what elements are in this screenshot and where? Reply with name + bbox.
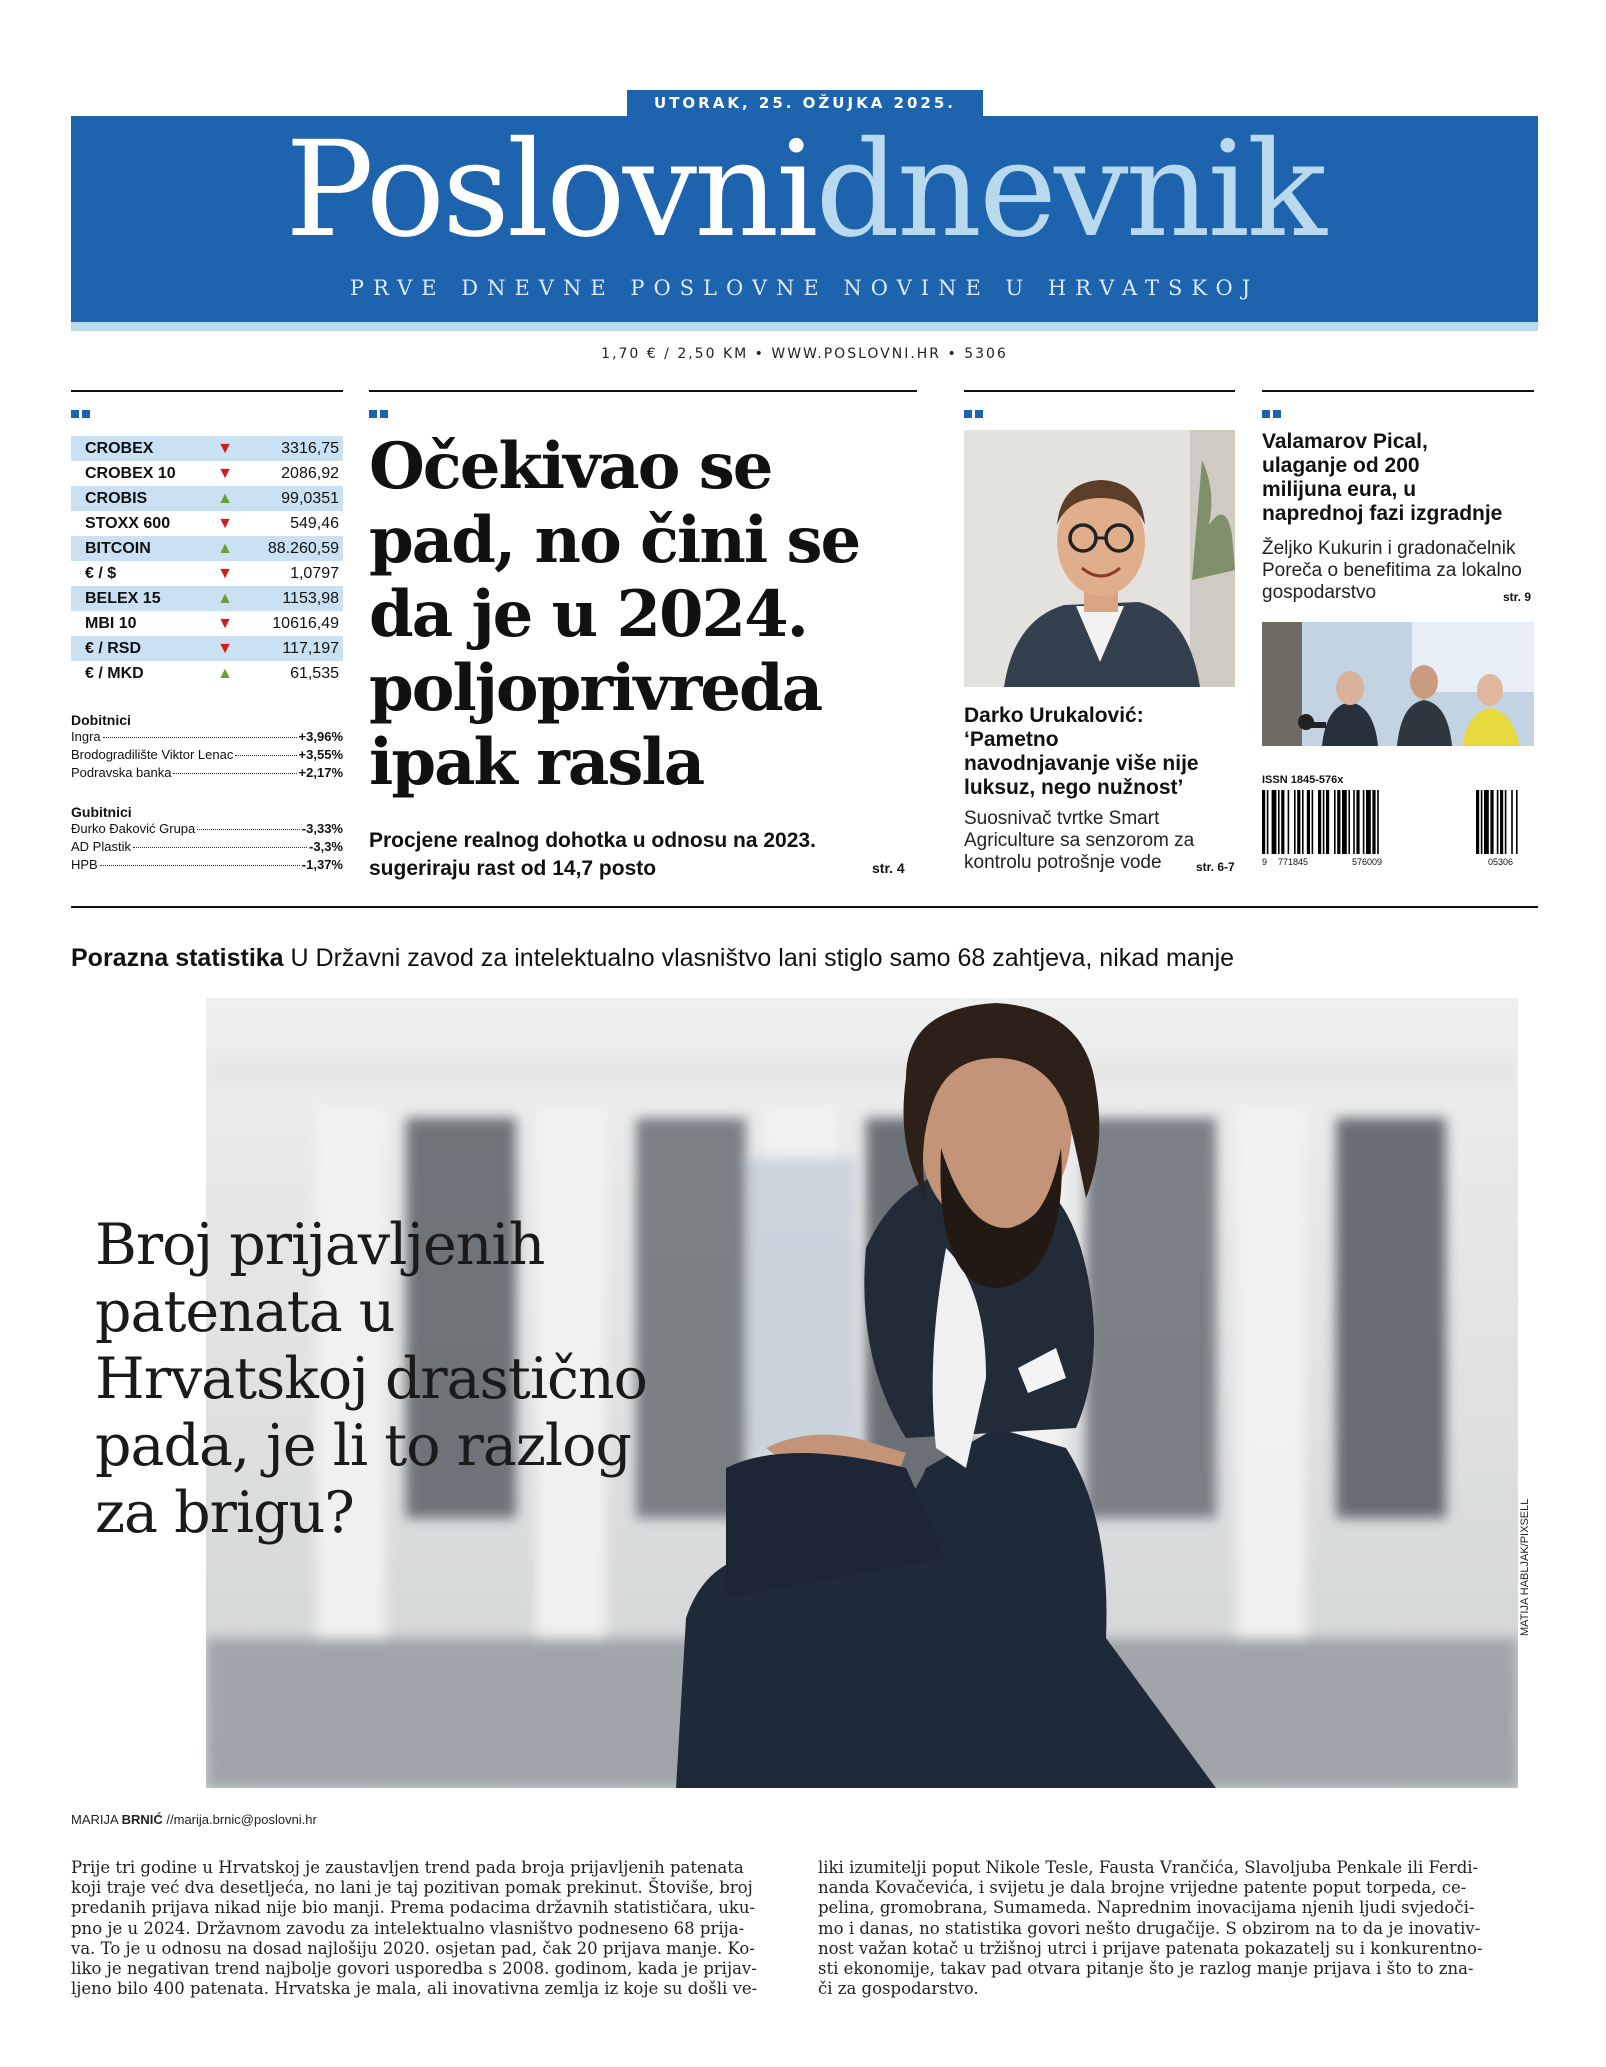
market-row <box>71 586 343 611</box>
arrow-down-icon: ▼ <box>217 464 233 482</box>
market-name: BITCOIN <box>85 539 151 557</box>
body-line: ljeno bilo 400 patenata. Hrvatska je mala, ali inovativna zemlja iz koje su došli ve- <box>71 1979 758 1999</box>
company-name: Ingra <box>71 729 101 744</box>
byline <box>71 1812 317 1827</box>
section-marker-markets <box>71 410 90 418</box>
press-conference-illustration <box>1262 622 1534 746</box>
dot-leader <box>133 847 307 848</box>
sidebar-summary-line: Poreča o benefitima za lokalno <box>1262 560 1522 581</box>
portrait-photo <box>964 430 1235 687</box>
feature-headline-line: ‘Pametno <box>964 728 1059 751</box>
arrow-up-icon: ▲ <box>217 489 233 507</box>
body-line: Prije tri godine u Hrvatskoj je zaustavljen trend pada broja prijavljenih patenata <box>71 1858 744 1877</box>
change-value: +3,55% <box>298 747 343 762</box>
feature-headline[interactable] <box>964 704 1235 800</box>
sidebar-summary-line: gospodarstvo <box>1262 582 1377 603</box>
market-name: CROBEX <box>85 439 154 457</box>
market-value: 88.260,59 <box>267 539 339 557</box>
lead-subheadline-line: Procjene realnog dohotka u odnosu na 2023. <box>369 829 816 852</box>
market-value: 99,0351 <box>281 489 339 507</box>
sidebar-headline-line: Valamarov Pical, <box>1262 430 1428 453</box>
patent-headline[interactable] <box>95 1212 795 1547</box>
body-line: pno je u 2024. Državnom zavodu za intelektualno vlasništvo podneseno 68 prija- <box>71 1918 745 1938</box>
arrow-up-icon: ▲ <box>217 539 233 557</box>
company-name: Đurko Đaković Grupa <box>71 821 196 836</box>
lead-headline-line: poljoprivreda <box>369 651 822 726</box>
article-body-left <box>71 1858 781 1999</box>
feature-headline-line: navodnjavanje više nije <box>964 752 1199 775</box>
photo-credit: MATIJA HABLJAK/PIXSELL <box>1519 1498 1531 1636</box>
sidebar-summary <box>1262 538 1534 604</box>
kicker-label: Porazna statistika <box>71 944 284 972</box>
change-value: -1,37% <box>301 857 343 872</box>
market-name: BELEX 15 <box>85 589 161 607</box>
barcode-digit: 05306 <box>1488 857 1514 867</box>
market-value: 1,0797 <box>290 564 339 582</box>
section-rule-patents <box>71 906 1538 908</box>
arrow-down-icon: ▼ <box>217 564 233 582</box>
market-row <box>71 461 343 486</box>
company-name: Podravska banka <box>71 765 172 780</box>
market-name: € / RSD <box>85 639 142 657</box>
change-value: -3,33% <box>301 821 343 836</box>
loser-item <box>71 821 343 839</box>
sidebar-photo <box>1262 622 1534 746</box>
byline-name: MARIJA <box>71 1812 118 1827</box>
loser-item <box>71 839 343 857</box>
logo-word-dnevnik: dnevnik <box>815 113 1324 267</box>
body-line: liko je negativan trend najbolje govori usporedba s 2008. godinom, kada je prijav- <box>71 1959 757 1979</box>
market-row <box>71 436 343 461</box>
market-name: CROBIS <box>85 489 148 507</box>
market-row <box>71 511 343 536</box>
gainer-item <box>71 729 343 747</box>
market-row <box>71 636 343 661</box>
arrow-up-icon: ▲ <box>217 664 233 682</box>
article-body-right <box>818 1858 1528 1999</box>
section-rule-sidebar <box>1262 390 1534 392</box>
market-value: 3316,75 <box>281 439 339 457</box>
lead-headline-line: Očekivao se <box>369 429 772 504</box>
market-name: STOXX 600 <box>85 514 171 532</box>
newspaper-logo[interactable] <box>71 113 1538 267</box>
market-value: 10616,49 <box>272 614 339 632</box>
market-value: 2086,92 <box>281 464 339 482</box>
arrow-down-icon: ▼ <box>217 614 233 632</box>
sidebar-headline-line: milijuna eura, u <box>1262 478 1417 501</box>
feature-headline-line: luksuz, nego nužnost’ <box>964 776 1184 799</box>
body-line: mo i danas, no statistika govori nešto drugačije. S obzirom na to da je inovativ- <box>818 1918 1481 1938</box>
portrait-illustration <box>964 430 1235 687</box>
feature-summary <box>964 808 1204 874</box>
change-value: +2,17% <box>298 765 343 780</box>
change-value: -3,3% <box>309 839 343 854</box>
section-marker-lead <box>369 410 388 418</box>
market-name: MBI 10 <box>85 614 137 632</box>
lead-headline-line: pad, no čini se <box>369 503 860 578</box>
barcode-image <box>1262 790 1534 866</box>
market-row <box>71 611 343 636</box>
losers-title: Gubitnici <box>71 804 132 820</box>
patent-headline-line: patenata u <box>95 1279 395 1345</box>
dot-leader <box>100 865 300 866</box>
patent-headline-line: pada, je li to razlog <box>95 1413 631 1479</box>
gainer-item <box>71 747 343 765</box>
section-rule-markets <box>71 390 343 392</box>
feature-page-ref[interactable]: str. 6-7 <box>1196 860 1235 874</box>
feature-summary-line: Agriculture sa senzorom za <box>964 830 1195 851</box>
patent-headline-line: Broj prijavljenih <box>95 1212 545 1278</box>
masthead <box>71 113 1538 328</box>
body-line: koji traje već dva desetljeća, no lani je taj pozitivan pomak prekinut. Štoviše, broj <box>71 1878 753 1898</box>
feature-headline-line: Darko Urukalović: <box>964 704 1144 727</box>
body-line: nanda Kovačevića, i svijetu je dala brojne vrijedne patente poput torpeda, ce- <box>818 1878 1467 1898</box>
market-value: 61,535 <box>290 664 339 682</box>
body-line: liki izumitelji poput Nikole Tesle, Fausta Vrančića, Slavoljuba Penkale ili Ferdi- <box>818 1858 1479 1877</box>
dot-leader <box>103 737 297 738</box>
change-value: +3,96% <box>298 729 343 744</box>
issue-date: UTORAK, 25. OŽUJKA 2025. <box>627 90 983 116</box>
issn-number: ISSN 1845-576x <box>1262 774 1344 786</box>
barcode-digit: 9 <box>1262 857 1268 867</box>
company-name: HPB <box>71 857 98 872</box>
feature-summary-line: Suosnivač tvrtke Smart <box>964 808 1160 829</box>
market-value: 117,197 <box>282 639 339 657</box>
body-line: sti ekonomije, takav pad otvara pitanje što je razlog manje prijava i što to zna- <box>818 1959 1474 1979</box>
patent-kicker[interactable] <box>71 944 1234 973</box>
body-line: va. To je u odnosu na dosad najlošiju 2020. osjetan pad, čak 20 prijava manje. Ko- <box>71 1938 755 1958</box>
market-value: 549,46 <box>290 514 339 532</box>
company-name: AD Plastik <box>71 839 131 854</box>
body-line: pelina, gromobrana, Sumameda. Naprednim inovacijama njenih ljudi svjedoči- <box>818 1898 1475 1918</box>
byline-email[interactable]: //marija.brnic@poslovni.hr <box>166 1812 317 1827</box>
barcode-digit: 771845 <box>1278 857 1309 867</box>
losers-list <box>71 821 343 875</box>
sidebar-headline-line: naprednoj fazi izgradnje <box>1262 502 1503 525</box>
byline-surname: BRNIĆ <box>121 1812 163 1827</box>
market-row <box>71 561 343 586</box>
masthead-tagline: PRVE DNEVNE POSLOVNE NOVINE U HRVATSKOJ <box>349 276 1260 300</box>
body-line: predanih prijava nikad nije bio manji. Prema podacima državnih statističara, uku- <box>71 1898 756 1918</box>
barcode-digit: 576009 <box>1352 857 1383 867</box>
gainer-item <box>71 765 343 783</box>
arrow-down-icon: ▼ <box>217 639 233 657</box>
market-row <box>71 536 343 561</box>
market-indices-table <box>71 436 343 686</box>
lead-subheadline-line: sugeriraju rast od 14,7 posto <box>369 857 657 880</box>
feature-summary-line: kontrolu potrošnje vode <box>964 852 1162 873</box>
arrow-up-icon: ▲ <box>217 589 233 607</box>
market-name: € / $ <box>85 564 117 582</box>
gainers-list <box>71 729 343 783</box>
company-name: Brodogradilište Viktor Lenac <box>71 747 234 762</box>
patent-headline-line: za brigu? <box>95 1480 354 1546</box>
section-rule-lead <box>369 390 917 392</box>
market-row <box>71 661 343 686</box>
dot-leader <box>197 829 300 830</box>
market-row <box>71 486 343 511</box>
masthead-stripe <box>71 322 1538 331</box>
body-line: nost važan kotač u tržišnoj utrci i prijave patenata pokazatelj su i konkurentno- <box>818 1938 1483 1958</box>
market-name: CROBEX 10 <box>85 464 176 482</box>
market-value: 1153,98 <box>282 589 339 607</box>
price-and-website: 1,70 € / 2,50 KM • WWW.POSLOVNI.HR • 5306 <box>601 346 1008 362</box>
section-marker-sidebar <box>1262 410 1281 418</box>
section-rule-feature <box>964 390 1235 392</box>
gainers-title: Dobitnici <box>71 712 131 728</box>
body-line: či za gospodarstvo. <box>818 1979 979 1999</box>
dot-leader <box>173 773 296 774</box>
loser-item <box>71 857 343 875</box>
sidebar-headline[interactable] <box>1262 430 1534 526</box>
lead-page-ref[interactable]: str. 4 <box>872 860 905 876</box>
sidebar-headline-line: ulaganje od 200 <box>1262 454 1420 477</box>
logo-word-poslovni: Poslovni <box>285 113 816 267</box>
lead-headline-line: da je u 2024. <box>369 577 807 652</box>
dot-leader <box>235 755 296 756</box>
lead-headline[interactable] <box>369 430 929 800</box>
arrow-down-icon: ▼ <box>217 514 233 532</box>
arrow-down-icon: ▼ <box>217 439 233 457</box>
patent-headline-line: Hrvatskoj drastično <box>95 1346 648 1412</box>
kicker-text: U Državni zavod za intelektualno vlasništvo lani stiglo samo 68 zahtjeva, nikad manje <box>290 944 1235 972</box>
sidebar-summary-line: Željko Kukurin i gradonačelnik <box>1262 538 1516 559</box>
section-marker-feature <box>964 410 983 418</box>
market-name: € / MKD <box>85 664 144 682</box>
lead-headline-line: ipak rasla <box>369 725 704 800</box>
lead-subheadline <box>369 827 869 883</box>
sidebar-page-ref[interactable]: str. 9 <box>1503 590 1532 604</box>
